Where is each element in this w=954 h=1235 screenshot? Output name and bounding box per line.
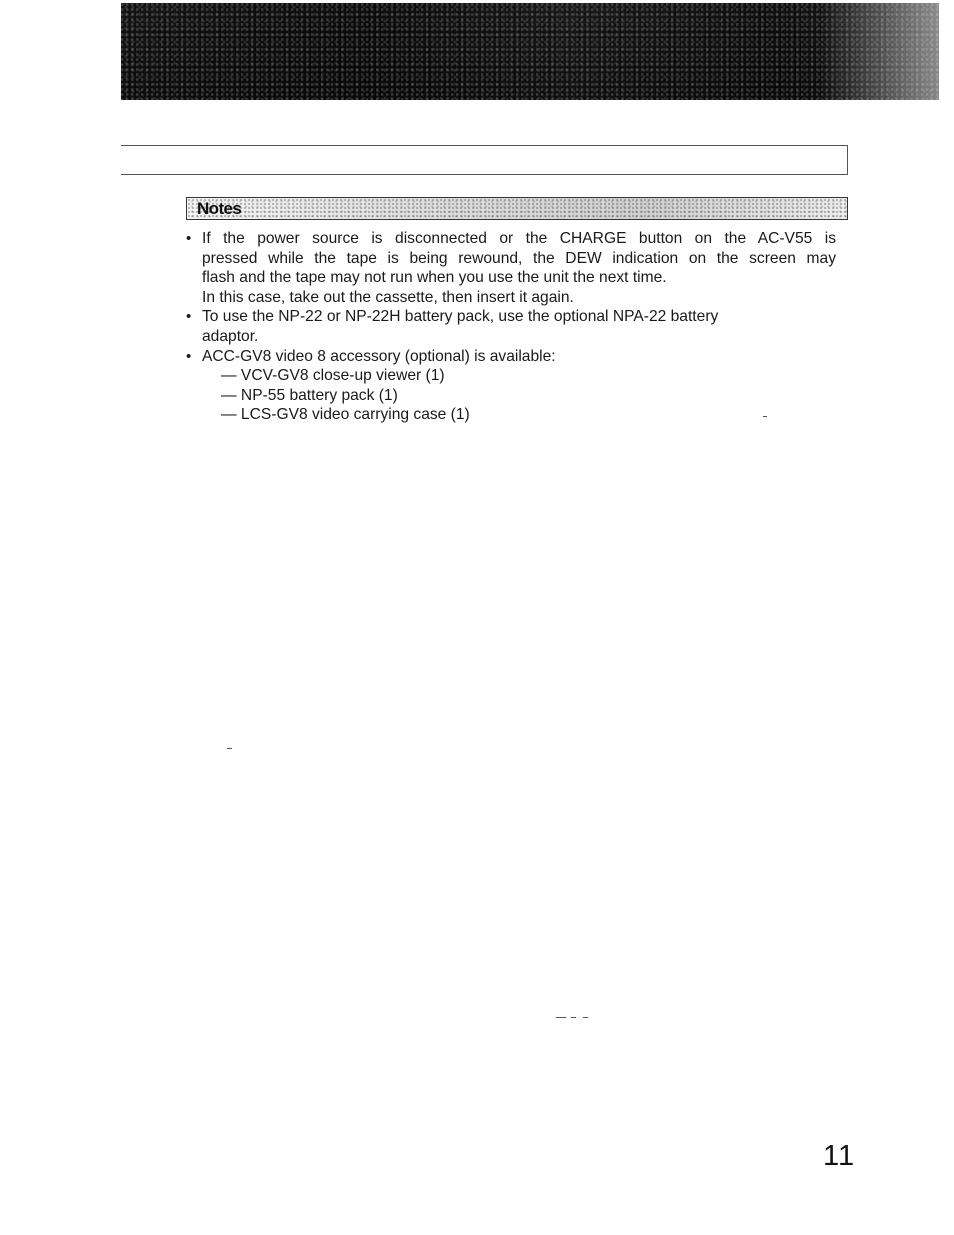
note-item: [186, 229, 836, 307]
scan-speck: [763, 416, 767, 417]
note-item: [186, 347, 836, 425]
note-line: • If the power source is disconnected or the CHARGE button on the AC-V55 is: [202, 230, 836, 247]
note-line: pressed while the tape is being rewound, the DEW indication on the screen may: [202, 249, 836, 267]
accessory-list: [202, 366, 836, 425]
accessory-item: — VCV-GV8 close-up viewer (1): [221, 367, 445, 385]
scan-speck: [227, 748, 232, 749]
note-line: adaptor.: [202, 327, 259, 345]
scan-speck: [583, 1017, 588, 1018]
scan-speck: [556, 1017, 566, 1018]
notes-list: [186, 229, 836, 425]
note-line: In this case, take out the cassette, then insert it again.: [202, 288, 574, 306]
scan-speck: [571, 1017, 576, 1018]
note-line: flash and the tape may not run when you use the unit the next time.: [202, 269, 667, 287]
notes-title: Notes: [197, 199, 242, 218]
accessory-item: — NP-55 battery pack (1): [221, 386, 398, 404]
section-title-rule: [121, 174, 848, 175]
note-line: • To use the NP-22 or NP-22H battery pack, use the optional NPA-22 battery: [202, 308, 719, 326]
section-title-frame: [121, 145, 848, 174]
notes-header-bar: [186, 197, 848, 220]
page-number: 11: [823, 1140, 856, 1172]
accessory-item: — LCS-GV8 video carrying case (1): [221, 406, 470, 424]
note-item: [186, 307, 836, 346]
note-line: • ACC-GV8 video 8 accessory (optional) is available:: [202, 347, 556, 365]
header-photo-band: [121, 3, 939, 100]
